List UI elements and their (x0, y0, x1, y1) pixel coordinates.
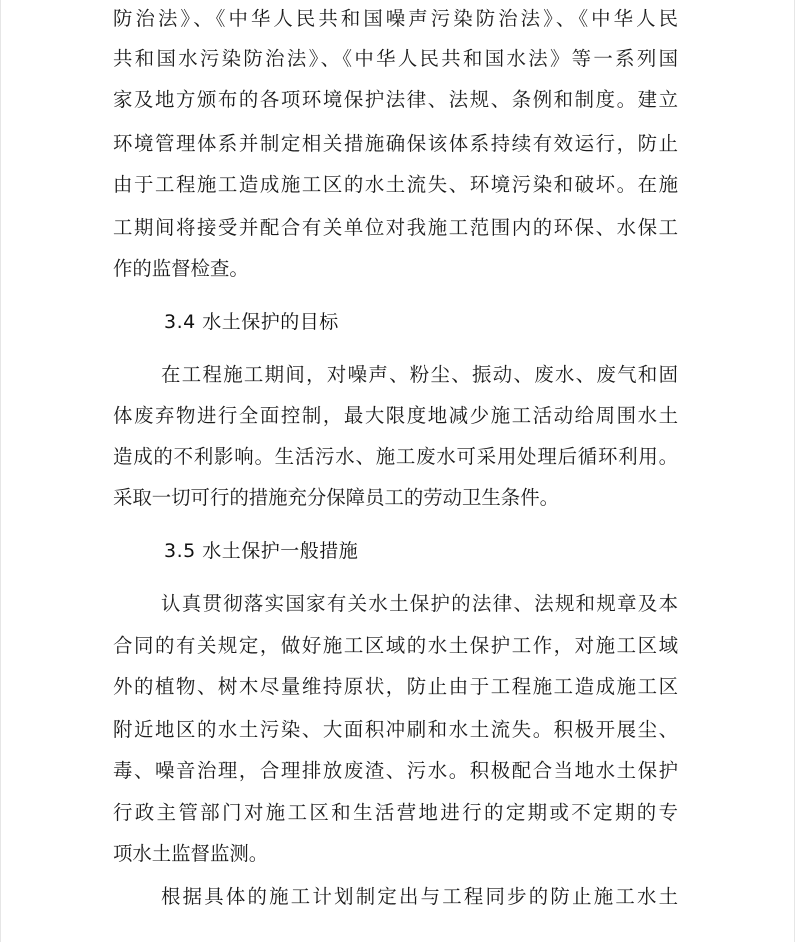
intro-line-2: 共和国水污染防治法》、《中华人民共和国水法》等一系列国 (113, 47, 678, 70)
next-paragraph-line-1: 根据具体的施工计划制定出与工程同步的防止施工水土 (161, 885, 678, 908)
section-3-5-line-5: 毒、噪音治理，合理排放废渣、污水。积极配合当地水土保护 (113, 759, 678, 782)
intro-line-4: 环境管理体系并制定相关措施确保该体系持续有效运行，防止 (113, 132, 678, 155)
section-3-4-line-4: 采取一切可行的措施充分保障员工的劳动卫生条件。 (113, 486, 559, 509)
section-3-5-heading: 3.5 水土保护一般措施 (164, 540, 359, 562)
intro-line-5: 由于工程施工造成施工区的水土流失、环境污染和破坏。在施 (113, 173, 678, 196)
section-3-4-line-1: 在工程施工期间，对噪声、粉尘、振动、废水、废气和固 (161, 363, 678, 386)
section-3-4-heading: 3.4 水土保护的目标 (164, 311, 339, 333)
section-3-4-line-3: 造成的不利影响。生活污水、施工废水可采用处理后循环利用。 (113, 445, 678, 468)
intro-line-7: 作的监督检查。 (113, 257, 249, 280)
section-3-5-line-4: 附近地区的水土污染、大面积冲刷和水土流失。积极开展尘、 (113, 718, 678, 741)
intro-line-1: 防治法》、《中华人民共和国噪声污染防治法》、《中华人民 (113, 7, 678, 30)
section-3-5-line-2: 合同的有关规定，做好施工区域的水土保护工作，对施工区域 (113, 634, 678, 657)
section-3-5-line-3: 外的植物、树木尽量维持原状，防止由于工程施工造成施工区 (113, 675, 678, 698)
section-3-5-line-7: 项水土监督监测。 (113, 842, 269, 865)
intro-line-6: 工期间将接受并配合有关单位对我施工范围内的环保、水保工 (113, 216, 678, 239)
section-3-5-line-1: 认真贯彻落实国家有关水土保护的法律、法规和规章及本 (161, 592, 678, 615)
section-3-5-line-6: 行政主管部门对施工区和生活营地进行的定期或不定期的专 (113, 801, 678, 824)
intro-line-3: 家及地方颁布的各项环境保护法律、法规、条例和制度。建立 (113, 88, 678, 111)
section-3-4-line-2: 体废弃物进行全面控制，最大限度地减少施工活动给周围水土 (113, 404, 678, 427)
